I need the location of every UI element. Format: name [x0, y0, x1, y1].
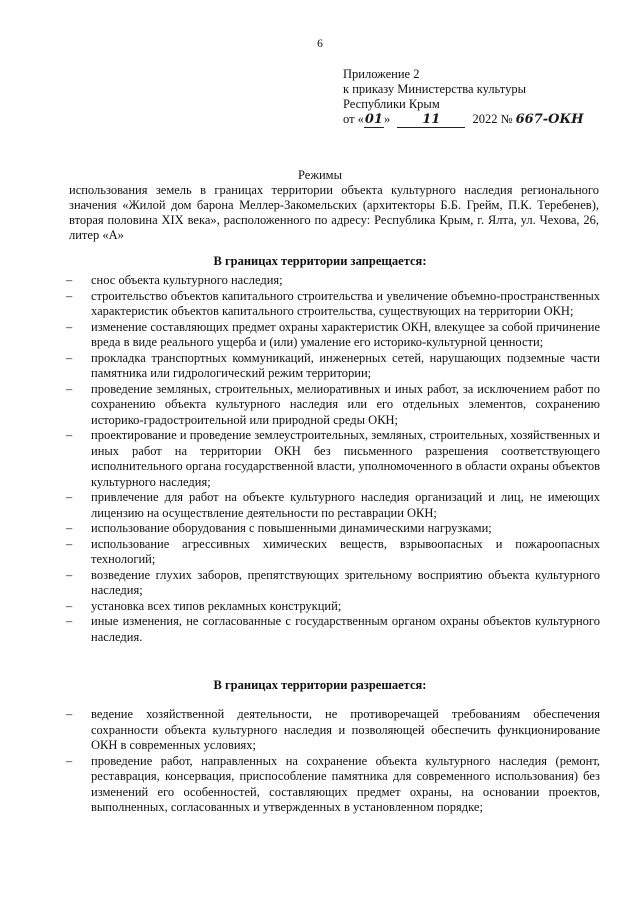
dash-bullet: – [66, 381, 73, 396]
list-item [66, 273, 600, 289]
list-item [66, 568, 600, 599]
dash-bullet: – [66, 598, 73, 613]
dash-bullet: – [66, 707, 73, 721]
list-item-text: возведение глухих заборов, препятствующих зрительному восприятию объекта культурного наследия; [91, 567, 600, 597]
appendix-order-ref: к приказу Министерства культуры [343, 82, 526, 96]
dash-bullet: – [66, 521, 73, 535]
list-item [66, 521, 600, 537]
list-item-text: проектирование и проведение землеустроительных, земляных, строительных, хозяйственных и иных работ на территории ОКН без письменного разрешения соответствующего исполнительного органа государственной власти, уполномоченного в области охраны объектов культурного наследия; [91, 428, 600, 489]
dash-bullet: – [66, 288, 73, 303]
page-number: 6 [317, 38, 323, 50]
allowed-heading: В границах территории разрешается: [213, 678, 427, 692]
dash-bullet: – [66, 567, 73, 582]
dash-bullet: – [66, 273, 73, 287]
list-item-text: ведение хозяйственной деятельности, не противоречащей требованиям обеспечения сохранности объекта культурного наследия и позволяющей обеспечить функционирование ОКН в современных условиях; [91, 707, 600, 752]
list-item [66, 614, 600, 645]
list-item-text: проведение земляных, строительных, мелиоративных и иных работ, за исключением работ по сохранению объекта культурного наследия или его отдельных элементов, сохранению историко-градостроительной или природной среды ОКН; [91, 381, 600, 427]
order-day: 01 [364, 112, 383, 127]
list-item [66, 537, 600, 568]
document-title: Режимы [298, 168, 342, 182]
dash-bullet: – [66, 490, 73, 504]
list-item [66, 351, 600, 382]
list-item-text: установка всех типов рекламных конструкций; [91, 598, 342, 613]
order-month: 11 [397, 112, 465, 128]
order-date-quote: » [383, 112, 391, 126]
order-date-prefix: от « [343, 112, 364, 126]
prohibited-heading: В границах территории запрещается: [213, 254, 427, 268]
dash-bullet: – [66, 753, 73, 768]
dash-bullet: – [66, 350, 73, 365]
list-item-text: привлечение для работ на объекте культурного наследия организаций и лиц, не имеющих лицензию на осуществление деятельности по реставрации ОКН; [91, 490, 600, 520]
prohibited-list [66, 273, 600, 645]
dash-bullet: – [66, 614, 73, 628]
appendix-title: Приложение 2 [343, 67, 420, 81]
document-subtitle: использования земель в границах территории объекта культурного наследия регионального значения «Жилой дом барона Меллер-Закомельских (архитекторы Б.Б. Грейм, П.К. Теребенев), вторая половина XIX века», расположенного по адресу: Республика Крым, г. Ялта, ул. Чехова, 26, литер «А» [69, 183, 599, 242]
dash-bullet: – [66, 428, 73, 442]
list-item-text: снос объекта культурного наследия; [91, 273, 283, 287]
list-item-text: иные изменения, не согласованные с государственным органом охраны объектов культурного наследия. [91, 614, 600, 644]
list-item [66, 320, 600, 351]
dash-bullet: – [66, 319, 73, 334]
list-item [66, 289, 600, 320]
list-item [66, 707, 600, 754]
dash-bullet: – [66, 536, 73, 551]
allowed-list [66, 707, 600, 816]
list-item [66, 754, 600, 816]
order-date-line [343, 112, 584, 128]
list-item-text: использование агрессивных химических веществ, взрывоопасных и пожароопасных технологий; [91, 536, 600, 566]
list-item [66, 382, 600, 429]
list-item-text: прокладка транспортных коммуникаций, инженерных сетей, нарушающих подземные части памятника или гидрологический режим территории; [91, 350, 600, 380]
appendix-block [343, 67, 584, 128]
list-item [66, 428, 600, 490]
list-item-text: проведение работ, направленных на сохранение объекта культурного наследия (ремонт, реставрация, консервация, приспособление памятника для современного использования) без изменений его особенностей, составляющих предмет охраны, на основании проектов, выполненных, согласованных и утвержденных в установленном порядке; [91, 753, 600, 814]
list-item [66, 490, 600, 521]
list-item-text: использование оборудования с повышенными динамическими нагрузками; [91, 521, 492, 535]
order-year-label: 2022 № [472, 112, 513, 126]
list-item-text: строительство объектов капитального строительства и увеличение объемно-пространственных характеристик объектов капитального строительства, существующих на территории ОКН; [91, 288, 600, 318]
list-item [66, 599, 600, 615]
appendix-republic: Республики Крым [343, 97, 440, 111]
order-number: 667-ОКН [515, 112, 584, 127]
list-item-text: изменение составляющих предмет охраны характеристик ОКН, влекущее за собой причинение вреда в виде реального ущерба и (или) умаление его историко-культурной ценности; [91, 319, 600, 349]
